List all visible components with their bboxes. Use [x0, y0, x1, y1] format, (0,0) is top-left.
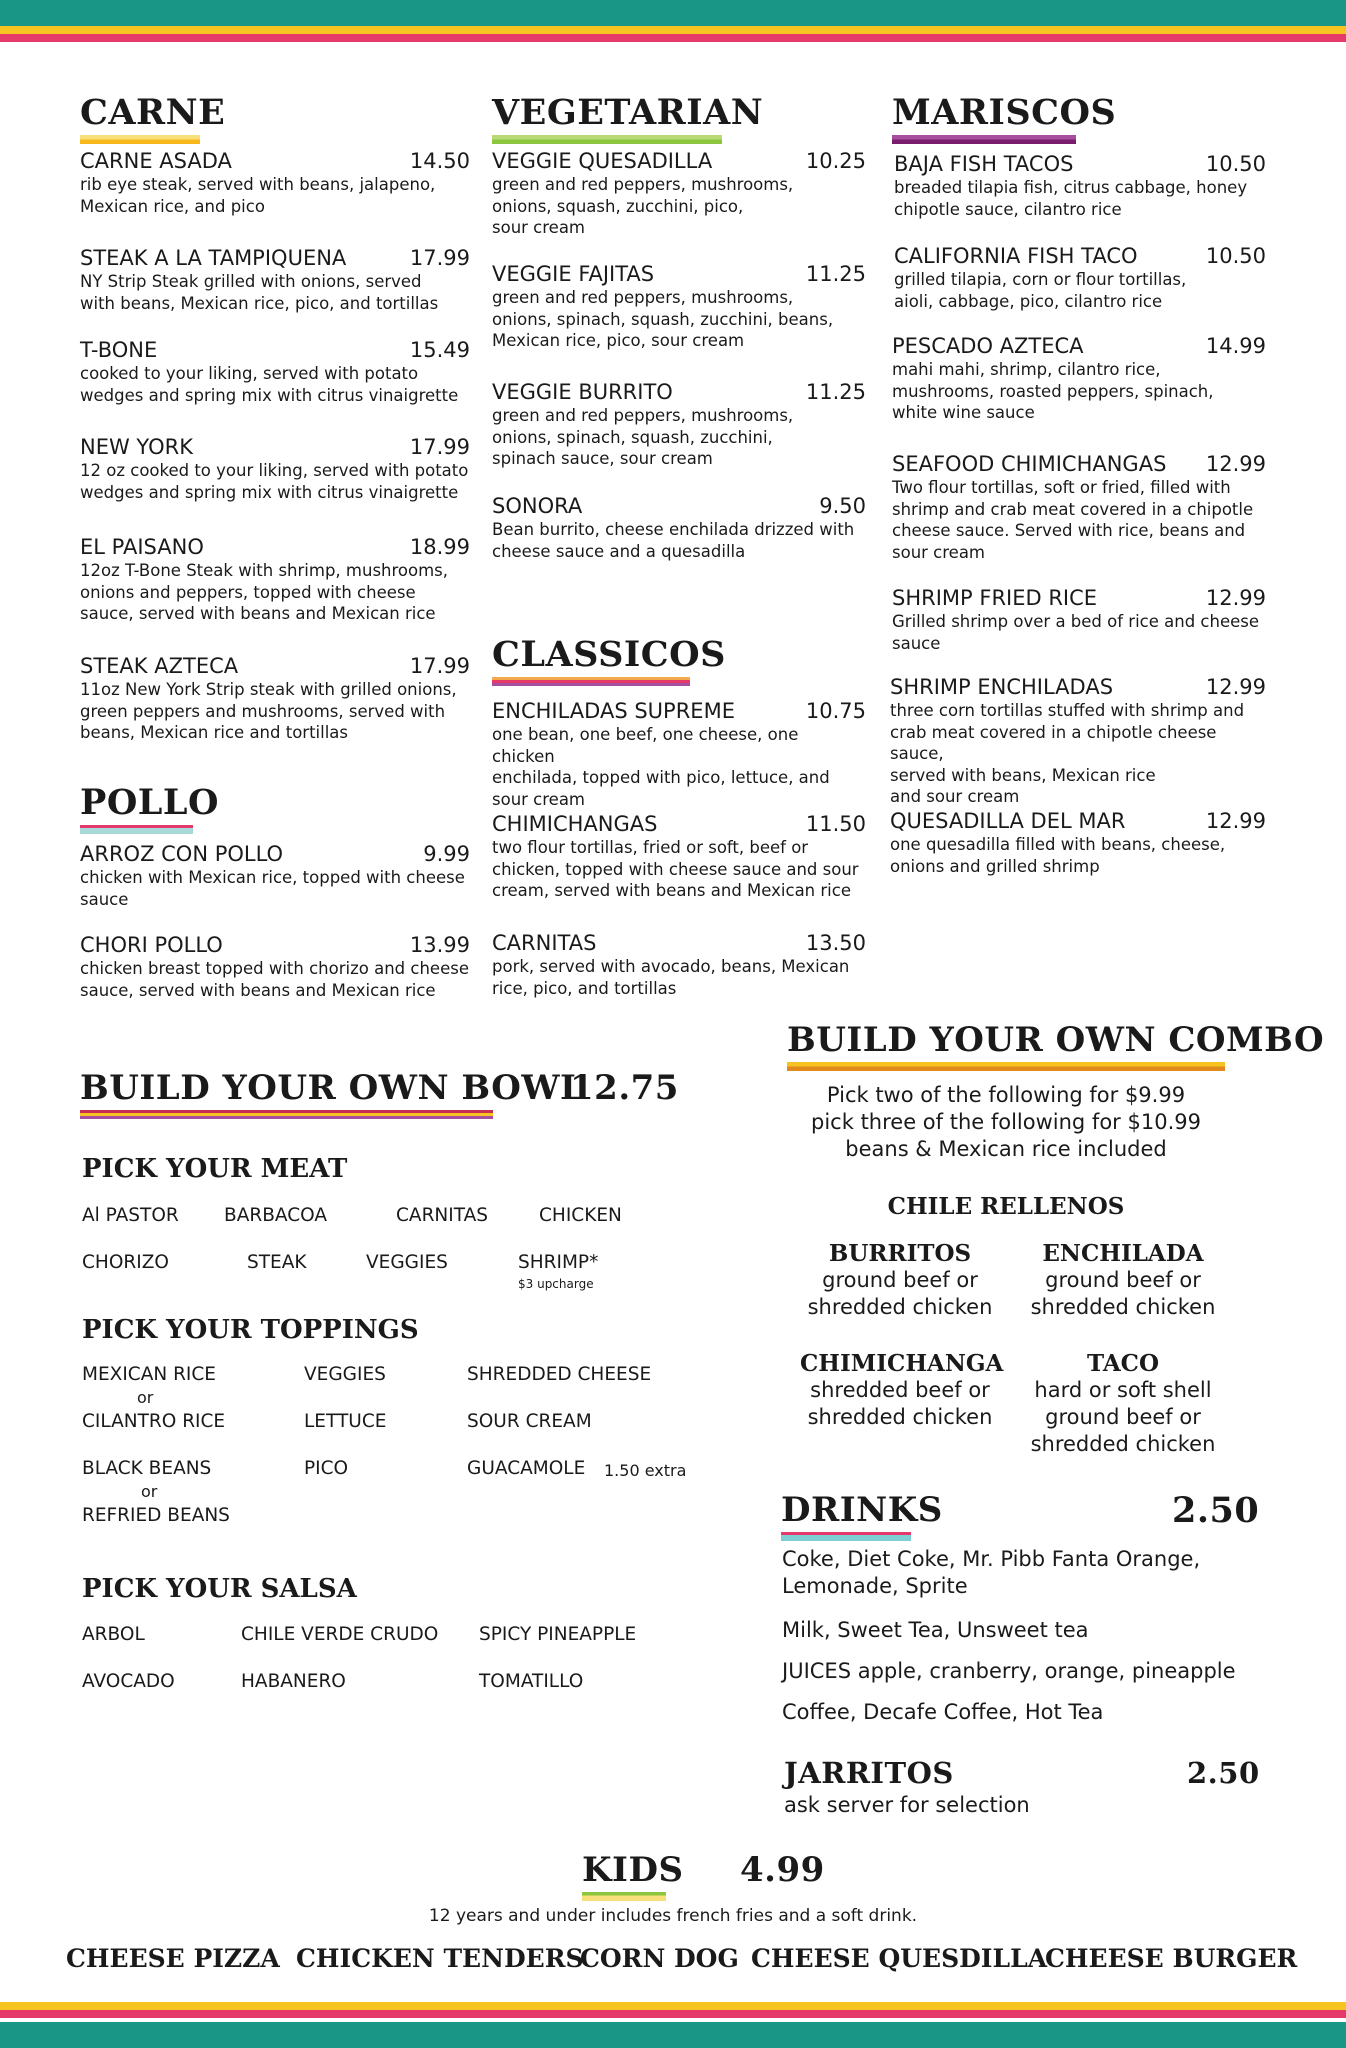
- pick-toppings-title: PICK YOUR TOPPINGS: [82, 1315, 419, 1345]
- item-price: 17.99: [409, 435, 470, 459]
- item-name: CHORI POLLO: [80, 933, 223, 957]
- classicos-section-header: [492, 634, 726, 686]
- topping-or: or: [141, 1482, 158, 1501]
- item-price: 11.50: [805, 812, 866, 836]
- classicos-underline: [492, 677, 690, 686]
- combo-item-desc: ground beef or shredded chicken: [1030, 1268, 1216, 1319]
- item-desc: three corn tortillas stuffed with shrimp and crab meat covered in a chipotle cheese sauce, served with beans, Mexican rice and sour cream: [890, 701, 1245, 806]
- salsa-option: HABANERO: [241, 1671, 346, 1692]
- item-price: 14.50: [409, 149, 470, 173]
- menu-item-t-bone: [80, 338, 470, 406]
- carne-underline: [80, 135, 200, 144]
- item-name: QUESADILLA DEL MAR: [890, 809, 1126, 833]
- kids-underline: [582, 1892, 666, 1901]
- item-desc: one bean, one beef, one cheese, one chicken enchilada, topped with pico, lettuce, and sour cream: [492, 725, 830, 809]
- salsa-option: TOMATILLO: [479, 1671, 584, 1692]
- item-desc: green and red peppers, mushrooms, onions, spinach, squash, zucchini, beans, Mexican rice, pico, sour cream: [492, 288, 834, 350]
- combo-item-title: BURRITOS: [828, 1240, 972, 1267]
- drinks-teas: Milk, Sweet Tea, Unsweet tea: [782, 1618, 1089, 1642]
- combo-rules: [787, 1082, 1225, 1163]
- pick-meat-title: PICK YOUR MEAT: [82, 1154, 348, 1184]
- salsa-option: SPICY PINEAPPLE: [479, 1624, 637, 1645]
- vegetarian-title: VEGETARIAN: [492, 92, 764, 133]
- item-name: ENCHILADAS SUPREME: [492, 699, 735, 723]
- item-desc: one quesadilla filled with beans, cheese, onions and grilled shrimp: [890, 835, 1226, 876]
- topping-option: REFRIED BEANS: [82, 1505, 230, 1526]
- kids-price: 4.99: [740, 1850, 825, 1890]
- item-price: 15.49: [409, 338, 470, 362]
- item-name: BAJA FISH TACOS: [894, 152, 1074, 176]
- item-name: T-BONE: [80, 338, 158, 362]
- topping-option: BLACK BEANS: [82, 1458, 212, 1479]
- kids-item: CHEESE PIZZA: [66, 1944, 280, 1973]
- drinks-price: 2.50: [1172, 1490, 1260, 1531]
- item-desc: 12 oz cooked to your liking, served with potato wedges and spring mix with citrus vinaigrette: [80, 461, 469, 502]
- menu-item-sonora: [492, 494, 866, 562]
- drinks-underline: [781, 1532, 911, 1541]
- item-price: 10.50: [1205, 244, 1266, 268]
- guacamole-extra: 1.50 extra: [604, 1461, 687, 1480]
- combo-underline: [787, 1062, 1225, 1071]
- item-name: ARROZ CON POLLO: [80, 842, 284, 866]
- item-price: 10.25: [805, 149, 866, 173]
- kids-note: 12 years and under includes french fries and a soft drink.: [428, 1906, 918, 1926]
- menu-item-enchiladas-supreme: [492, 699, 866, 810]
- classicos-title: CLASSICOS: [492, 634, 726, 675]
- item-desc: grilled tilapia, corn or flour tortillas, aioli, cabbage, pico, cilantro rice: [894, 270, 1187, 311]
- combo-item-title: ENCHILADA: [1042, 1240, 1204, 1267]
- item-price: 10.75: [805, 699, 866, 723]
- menu-item-veggie-quesadilla: [492, 149, 866, 239]
- carne-section-header: [80, 92, 225, 144]
- pick-salsa-title: PICK YOUR SALSA: [82, 1574, 357, 1604]
- jarritos-title: JARRITOS: [784, 1756, 954, 1790]
- menu-item-quesadilla-del-mar: [890, 809, 1266, 877]
- drinks-section-header: [781, 1490, 943, 1541]
- topping-option: GUACAMOLE: [467, 1458, 586, 1479]
- combo-section-header: [787, 1020, 1324, 1071]
- combo-item-desc: shredded beef or shredded chicken: [807, 1378, 993, 1429]
- item-desc: chicken with Mexican rice, topped with cheese sauce: [80, 868, 465, 909]
- pollo-section-header: [80, 782, 219, 834]
- meat-option: VEGGIES: [366, 1252, 448, 1273]
- combo-item-title: TACO: [1086, 1350, 1160, 1377]
- item-desc: pork, served with avocado, beans, Mexican rice, pico, and tortillas: [492, 957, 850, 998]
- meat-option: CHORIZO: [82, 1252, 169, 1273]
- combo-item-title: CHIMICHANGA: [800, 1350, 1004, 1377]
- item-price: 17.99: [409, 246, 470, 270]
- topping-option: SHREDDED CHEESE: [467, 1364, 652, 1385]
- item-name: CARNE ASADA: [80, 149, 232, 173]
- jarritos-desc: ask server for selection: [784, 1793, 1030, 1817]
- menu-item-shrimp-enchiladas: [890, 675, 1266, 808]
- shrimp-upcharge-note: $3 upcharge: [518, 1277, 594, 1291]
- item-desc: two flour tortillas, fried or soft, beef or chicken, topped with cheese sauce and sour cream, served with beans and Mexican rice: [492, 838, 859, 900]
- meat-option: STEAK: [247, 1252, 307, 1273]
- combo-burritos: [800, 1240, 1000, 1321]
- salsa-option: ARBOL: [82, 1624, 145, 1645]
- drinks-coffee: Coffee, Decafe Coffee, Hot Tea: [782, 1700, 1104, 1724]
- menu-item-chimichangas: [492, 812, 866, 902]
- item-name: STEAK AZTECA: [80, 654, 239, 678]
- item-price: 18.99: [409, 535, 470, 559]
- bowl-underline: [80, 1110, 493, 1119]
- salsa-option: AVOCADO: [82, 1671, 175, 1692]
- item-name: SONORA: [492, 494, 583, 518]
- menu-item-seafood-chimichangas: [892, 452, 1266, 563]
- item-desc: cooked to your liking, served with potato wedges and spring mix with citrus vinaigrette: [80, 364, 459, 405]
- combo-line-1: Pick two of the following for $9.99: [826, 1083, 1186, 1107]
- menu-item-carne-asada: [80, 149, 470, 217]
- menu-item-new-york: [80, 435, 470, 503]
- item-price: 13.50: [805, 931, 866, 955]
- item-name: VEGGIE FAJITAS: [492, 262, 655, 286]
- menu-item-steak-tampiquena: [80, 246, 470, 314]
- topping-option: PICO: [304, 1458, 349, 1479]
- meat-option: CHICKEN: [539, 1205, 622, 1226]
- drinks-juices: JUICES apple, cranberry, orange, pineapple: [782, 1659, 1236, 1683]
- item-price: 9.99: [423, 842, 470, 866]
- menu-item-shrimp-fried-rice: [892, 586, 1266, 654]
- item-desc: breaded tilapia fish, citrus cabbage, honey chipotle sauce, cilantro rice: [894, 178, 1248, 219]
- item-desc: green and red peppers, mushrooms, onions, spinach, squash, zucchini, spinach sauce, sour cream: [492, 406, 794, 468]
- combo-item-desc: hard or soft shell ground beef or shredded chicken: [1030, 1378, 1216, 1456]
- mariscos-section-header: [892, 92, 1116, 144]
- item-name: STEAK A LA TAMPIQUENA: [80, 246, 347, 270]
- vegetarian-underline: [492, 135, 722, 144]
- combo-taco: [1023, 1350, 1223, 1458]
- menu-item-steak-azteca: [80, 654, 470, 744]
- meat-option: SHRIMP*: [518, 1252, 599, 1273]
- combo-line-3: beans & Mexican rice included: [845, 1137, 1167, 1161]
- item-price: 13.99: [409, 933, 470, 957]
- combo-enchilada: [1023, 1240, 1223, 1321]
- bowl-price: 12.75: [570, 1068, 679, 1108]
- kids-item: CHEESE QUESDILLA: [751, 1944, 1048, 1973]
- item-name: CHIMICHANGAS: [492, 812, 658, 836]
- combo-line-2: pick three of the following for $10.99: [811, 1110, 1201, 1134]
- kids-item: CORN DOG: [580, 1944, 739, 1973]
- item-price: 11.25: [805, 380, 866, 404]
- item-desc: NY Strip Steak grilled with onions, served with beans, Mexican rice, pico, and tortillas: [80, 272, 439, 313]
- meat-option: Al PASTOR: [82, 1205, 179, 1226]
- combo-title: BUILD YOUR OWN COMBO: [787, 1020, 1325, 1060]
- item-price: 10.50: [1205, 152, 1266, 176]
- combo-chile-rellenos: CHILE RELLENOS: [887, 1193, 1125, 1220]
- item-name: VEGGIE QUESADILLA: [492, 149, 713, 173]
- item-price: 9.50: [819, 494, 866, 518]
- item-desc: chicken breast topped with chorizo and cheese sauce, served with beans and Mexican rice: [80, 959, 469, 1000]
- pollo-title: POLLO: [80, 782, 220, 823]
- carne-title: CARNE: [80, 92, 226, 133]
- combo-chimichanga: [800, 1350, 1004, 1431]
- menu-item-california-fish-taco: [894, 244, 1266, 312]
- top-stripe: [0, 0, 1346, 42]
- vegetarian-section-header: [492, 92, 763, 144]
- item-name: PESCADO AZTECA: [892, 334, 1084, 358]
- item-price: 17.99: [409, 654, 470, 678]
- item-name: CALIFORNIA FISH TACO: [894, 244, 1138, 268]
- kids-title: KIDS: [582, 1850, 684, 1890]
- item-name: VEGGIE BURRITO: [492, 380, 673, 404]
- kids-item: CHICKEN TENDERS: [296, 1944, 584, 1973]
- jarritos-price: 2.50: [1187, 1756, 1260, 1790]
- menu-item-veggie-burrito: [492, 380, 866, 470]
- menu-item-el-paisano: [80, 535, 470, 625]
- topping-option: LETTUCE: [304, 1411, 387, 1432]
- item-desc: mahi mahi, shrimp, cilantro rice, mushrooms, roasted peppers, spinach, white wine sauce: [892, 360, 1214, 422]
- drinks-title: DRINKS: [781, 1490, 943, 1530]
- item-name: CARNITAS: [492, 931, 597, 955]
- topping-option: CILANTRO RICE: [82, 1411, 226, 1432]
- item-price: 12.99: [1205, 675, 1266, 699]
- item-desc: Bean burrito, cheese enchilada drizzed with cheese sauce and a quesadilla: [492, 520, 855, 561]
- salsa-option: CHILE VERDE CRUDO: [241, 1624, 439, 1645]
- menu-item-pescado-azteca: [892, 334, 1266, 424]
- item-desc: 11oz New York Strip steak with grilled onions, green peppers and mushrooms, served with beans, Mexican rice and tortillas: [80, 680, 457, 742]
- item-desc: green and red peppers, mushrooms, onions, squash, zucchini, pico, sour cream: [492, 175, 794, 237]
- item-name: NEW YORK: [80, 435, 193, 459]
- mariscos-title: MARISCOS: [892, 92, 1117, 133]
- mariscos-underline: [892, 135, 1076, 144]
- topping-option: VEGGIES: [304, 1364, 386, 1385]
- meat-option: BARBACOA: [224, 1205, 328, 1226]
- menu-item-carnitas: [492, 931, 866, 999]
- item-desc: Two flour tortillas, soft or fried, filled with shrimp and crab meat covered in a chipotle cheese sauce. Served with rice, beans and sour cream: [892, 478, 1254, 562]
- item-desc: Grilled shrimp over a bed of rice and cheese sauce: [892, 612, 1259, 653]
- kids-section-header: [582, 1850, 684, 1901]
- bowl-section-header: [80, 1068, 584, 1119]
- item-price: 11.25: [805, 262, 866, 286]
- bottom-stripe: [0, 2002, 1346, 2048]
- meat-option: CARNITAS: [396, 1205, 488, 1226]
- item-desc: 12oz T-Bone Steak with shrimp, mushrooms, onions and peppers, topped with cheese sauce, served with beans and Mexican rice: [80, 561, 449, 623]
- drinks-sodas: Coke, Diet Coke, Mr. Pibb Fanta Orange, Lemonade, Sprite: [782, 1547, 1201, 1598]
- combo-item-desc: ground beef or shredded chicken: [807, 1268, 993, 1319]
- menu-item-arroz-con-pollo: [80, 842, 470, 910]
- item-price: 14.99: [1205, 334, 1266, 358]
- menu-item-veggie-fajitas: [492, 262, 866, 352]
- topping-option: MEXICAN RICE: [82, 1364, 216, 1385]
- topping-or: or: [137, 1388, 154, 1407]
- menu-item-chori-pollo: [80, 933, 470, 1001]
- item-price: 12.99: [1205, 452, 1266, 476]
- kids-item: CHEESE BURGER: [1045, 1944, 1298, 1973]
- menu-item-baja-fish-tacos: [894, 152, 1266, 220]
- topping-option: SOUR CREAM: [467, 1411, 592, 1432]
- item-name: SEAFOOD CHIMICHANGAS: [892, 452, 1167, 476]
- pollo-underline: [80, 825, 193, 834]
- item-name: SHRIMP FRIED RICE: [892, 586, 1098, 610]
- item-name: SHRIMP ENCHILADAS: [890, 675, 1114, 699]
- item-price: 12.99: [1205, 586, 1266, 610]
- item-desc: rib eye steak, served with beans, jalapeno, Mexican rice, and pico: [80, 175, 436, 216]
- item-name: EL PAISANO: [80, 535, 204, 559]
- bowl-title: BUILD YOUR OWN BOWL: [80, 1068, 585, 1108]
- item-price: 12.99: [1205, 809, 1266, 833]
